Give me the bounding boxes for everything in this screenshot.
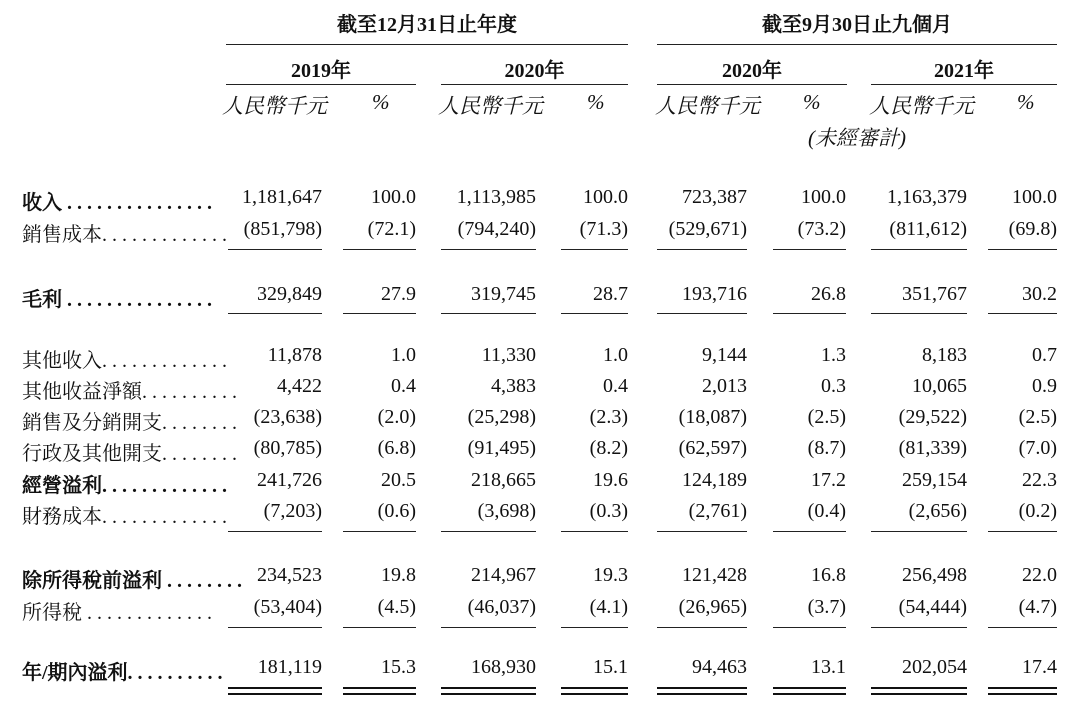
- underline-rule: [441, 313, 536, 314]
- double-underline-rule: [228, 687, 322, 695]
- table-cell: 168,930: [471, 656, 536, 678]
- period-header-nine-months: 截至9月30日止九個月: [762, 14, 952, 36]
- underline-rule: [657, 313, 747, 314]
- table-cell: 193,716: [682, 283, 747, 305]
- double-underline-rule: [561, 687, 628, 695]
- divider: [226, 84, 416, 85]
- row-label: 行政及其他開支. . . . . . . .: [22, 443, 237, 465]
- underline-rule: [441, 627, 536, 628]
- underline-rule: [343, 313, 416, 314]
- table-cell: 319,745: [471, 283, 536, 305]
- table-cell: 241,726: [257, 469, 322, 491]
- table-cell: 17.4: [1022, 656, 1057, 678]
- table-cell: (18,087): [678, 406, 747, 428]
- divider: [441, 84, 628, 85]
- unit-label: 人民幣千元: [222, 94, 327, 118]
- table-cell: 100.0: [801, 186, 846, 208]
- table-cell: (2.5): [807, 406, 846, 428]
- underline-rule: [657, 531, 747, 532]
- row-label: 銷售成本. . . . . . . . . . . . .: [22, 224, 227, 246]
- underline-rule: [657, 627, 747, 628]
- underline-rule: [657, 249, 747, 250]
- table-cell: (3.7): [807, 596, 846, 618]
- table-cell: 0.4: [391, 375, 416, 397]
- table-cell: 2,013: [702, 375, 747, 397]
- table-cell: (53,404): [253, 596, 322, 618]
- table-cell: 13.1: [811, 656, 846, 678]
- table-cell: 15.3: [381, 656, 416, 678]
- table-cell: 124,189: [682, 469, 747, 491]
- underline-rule: [561, 249, 628, 250]
- year-header: 2019年: [291, 60, 351, 82]
- underline-rule: [561, 313, 628, 314]
- underline-rule: [773, 313, 846, 314]
- table-cell: 17.2: [811, 469, 846, 491]
- double-underline-rule: [871, 687, 967, 695]
- underline-rule: [343, 531, 416, 532]
- table-cell: (81,339): [898, 437, 967, 459]
- table-cell: 100.0: [583, 186, 628, 208]
- table-cell: 100.0: [1012, 186, 1057, 208]
- underline-rule: [988, 313, 1057, 314]
- table-cell: (2,656): [908, 500, 967, 522]
- underline-rule: [441, 531, 536, 532]
- underline-rule: [228, 313, 322, 314]
- table-cell: 11,878: [267, 344, 322, 366]
- table-cell: 9,144: [702, 344, 747, 366]
- table-cell: 4,422: [277, 375, 322, 397]
- table-cell: (29,522): [898, 406, 967, 428]
- table-cell: (2,761): [688, 500, 747, 522]
- underline-rule: [988, 249, 1057, 250]
- table-cell: 1.0: [603, 344, 628, 366]
- table-cell: (529,671): [668, 218, 747, 240]
- row-label: 其他收益淨額. . . . . . . . . .: [22, 381, 237, 403]
- row-label: 年/期內溢利. . . . . . . . . .: [22, 662, 223, 684]
- table-cell: 1,181,647: [242, 186, 322, 208]
- row-label: 收入 . . . . . . . . . . . . . . .: [22, 192, 212, 214]
- table-cell: 202,054: [902, 656, 967, 678]
- table-cell: (4.1): [589, 596, 628, 618]
- underline-rule: [988, 627, 1057, 628]
- underline-rule: [343, 627, 416, 628]
- underline-rule: [441, 249, 536, 250]
- underline-rule: [228, 249, 322, 250]
- underline-rule: [871, 249, 967, 250]
- table-cell: 30.2: [1022, 283, 1057, 305]
- table-cell: 100.0: [371, 186, 416, 208]
- table-cell: (6.8): [377, 437, 416, 459]
- table-cell: (4.5): [377, 596, 416, 618]
- row-label: 所得稅 . . . . . . . . . . . . .: [22, 602, 212, 624]
- underline-rule: [988, 531, 1057, 532]
- table-cell: (8.2): [589, 437, 628, 459]
- table-cell: 16.8: [811, 564, 846, 586]
- table-cell: 0.4: [603, 375, 628, 397]
- underline-rule: [561, 531, 628, 532]
- row-label: 除所得稅前溢利 . . . . . . . .: [22, 570, 242, 592]
- table-cell: (25,298): [467, 406, 536, 428]
- table-cell: 20.5: [381, 469, 416, 491]
- underline-rule: [228, 531, 322, 532]
- underline-rule: [871, 531, 967, 532]
- table-cell: (811,612): [889, 218, 967, 240]
- table-cell: 19.8: [381, 564, 416, 586]
- row-label: 其他收入. . . . . . . . . . . . .: [22, 350, 227, 372]
- table-cell: 234,523: [257, 564, 322, 586]
- table-cell: (8.7): [807, 437, 846, 459]
- divider: [226, 44, 628, 45]
- table-cell: 4,383: [491, 375, 536, 397]
- row-label: 毛利 . . . . . . . . . . . . . . .: [22, 289, 212, 311]
- unit-label: 人民幣千元: [438, 94, 543, 118]
- table-cell: 22.0: [1022, 564, 1057, 586]
- unit-label: 人民幣千元: [655, 94, 760, 118]
- table-cell: (3,698): [477, 500, 536, 522]
- underline-rule: [561, 627, 628, 628]
- table-cell: 22.3: [1022, 469, 1057, 491]
- table-cell: (72.1): [367, 218, 416, 240]
- table-cell: (7.0): [1018, 437, 1057, 459]
- table-cell: (46,037): [467, 596, 536, 618]
- table-cell: 121,428: [682, 564, 747, 586]
- table-cell: (0.4): [807, 500, 846, 522]
- table-cell: 1,113,985: [456, 186, 536, 208]
- table-cell: 329,849: [257, 283, 322, 305]
- table-cell: (80,785): [253, 437, 322, 459]
- table-cell: 19.6: [593, 469, 628, 491]
- year-header: 2021年: [934, 60, 994, 82]
- row-label: 銷售及分銷開支. . . . . . . .: [22, 412, 237, 434]
- table-cell: 181,119: [257, 656, 322, 678]
- unit-label: %: [803, 90, 821, 114]
- year-header: 2020年: [504, 60, 565, 82]
- underline-rule: [871, 313, 967, 314]
- table-cell: 259,154: [902, 469, 967, 491]
- table-cell: (23,638): [253, 406, 322, 428]
- double-underline-rule: [773, 687, 846, 695]
- divider: [871, 84, 1057, 85]
- table-cell: 351,767: [902, 283, 967, 305]
- table-cell: (54,444): [898, 596, 967, 618]
- double-underline-rule: [657, 687, 747, 695]
- period-header-year-ended: 截至12月31日止年度: [337, 14, 517, 36]
- table-cell: 8,183: [922, 344, 967, 366]
- table-cell: (26,965): [678, 596, 747, 618]
- unit-label: 人民幣千元: [869, 94, 974, 118]
- table-cell: 214,967: [471, 564, 536, 586]
- underline-rule: [773, 531, 846, 532]
- unit-label: %: [372, 90, 390, 114]
- underline-rule: [871, 627, 967, 628]
- table-cell: 1.3: [821, 344, 846, 366]
- table-cell: (794,240): [457, 218, 536, 240]
- table-cell: 256,498: [902, 564, 967, 586]
- table-cell: 15.1: [593, 656, 628, 678]
- row-label: 經營溢利. . . . . . . . . . . . .: [22, 475, 227, 497]
- table-cell: 94,463: [692, 656, 747, 678]
- table-cell: 218,665: [471, 469, 536, 491]
- table-cell: 1,163,379: [887, 186, 967, 208]
- table-cell: (71.3): [579, 218, 628, 240]
- table-cell: 723,387: [682, 186, 747, 208]
- table-cell: (73.2): [797, 218, 846, 240]
- table-cell: 11,330: [481, 344, 536, 366]
- table-cell: 27.9: [381, 283, 416, 305]
- table-cell: (0.6): [377, 500, 416, 522]
- underline-rule: [228, 627, 322, 628]
- table-cell: 26.8: [811, 283, 846, 305]
- table-cell: (69.8): [1008, 218, 1057, 240]
- table-cell: 0.9: [1032, 375, 1057, 397]
- unaudited-note: (未經審計): [808, 126, 906, 150]
- double-underline-rule: [343, 687, 416, 695]
- table-cell: (91,495): [467, 437, 536, 459]
- table-cell: (4.7): [1018, 596, 1057, 618]
- unit-label: %: [1017, 90, 1035, 114]
- table-cell: (0.3): [589, 500, 628, 522]
- divider: [657, 84, 847, 85]
- table-cell: (62,597): [678, 437, 747, 459]
- table-cell: 10,065: [912, 375, 967, 397]
- table-cell: (2.3): [589, 406, 628, 428]
- table-cell: 0.3: [821, 375, 846, 397]
- table-cell: (7,203): [263, 500, 322, 522]
- underline-rule: [343, 249, 416, 250]
- year-header: 2020年: [722, 60, 782, 82]
- table-cell: (2.5): [1018, 406, 1057, 428]
- underline-rule: [773, 627, 846, 628]
- table-cell: (851,798): [243, 218, 322, 240]
- table-cell: (2.0): [377, 406, 416, 428]
- double-underline-rule: [988, 687, 1057, 695]
- underline-rule: [773, 249, 846, 250]
- table-cell: 19.3: [593, 564, 628, 586]
- double-underline-rule: [441, 687, 536, 695]
- table-cell: 0.7: [1032, 344, 1057, 366]
- divider: [657, 44, 1057, 45]
- table-cell: (0.2): [1018, 500, 1057, 522]
- table-cell: 1.0: [391, 344, 416, 366]
- table-cell: 28.7: [593, 283, 628, 305]
- unit-label: %: [587, 90, 605, 114]
- row-label: 財務成本. . . . . . . . . . . . .: [22, 506, 227, 528]
